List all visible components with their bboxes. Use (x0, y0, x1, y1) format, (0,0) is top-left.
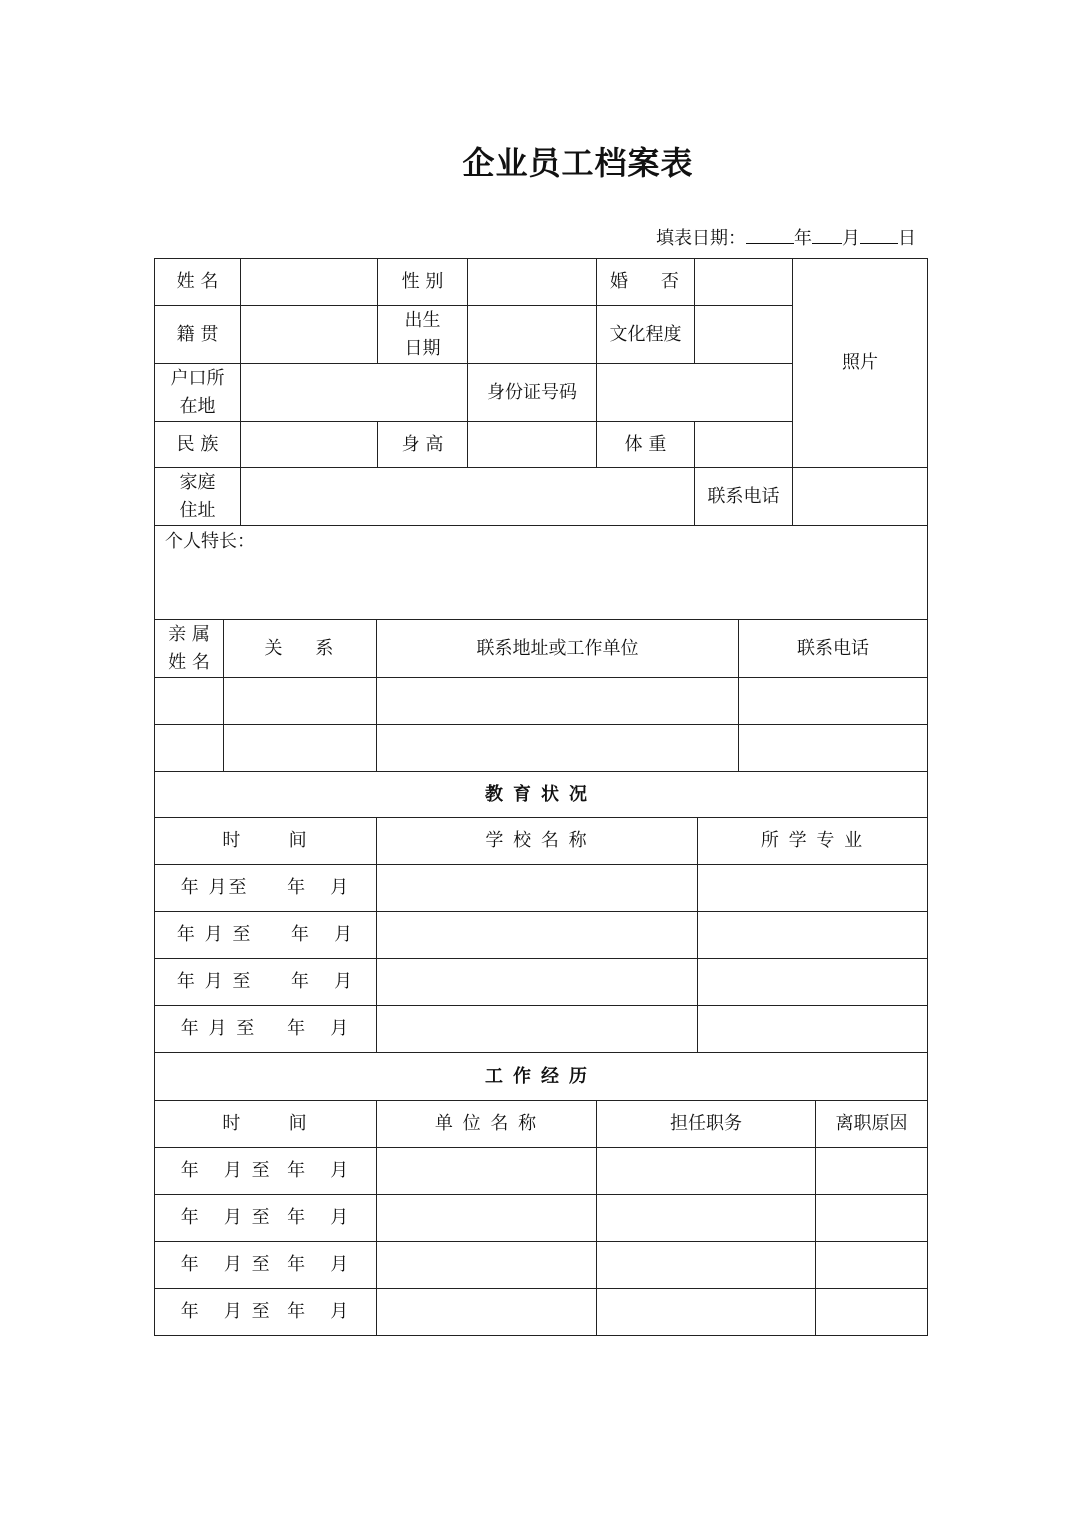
work-time-cell[interactable]: 年 月 至 年 月 (155, 1148, 377, 1195)
height-label: 身 高 (378, 422, 468, 468)
month-label: 月 (842, 228, 860, 249)
education-level-field[interactable] (695, 306, 793, 364)
table-row (155, 1148, 928, 1195)
major-cell[interactable] (698, 959, 928, 1006)
work-time-cell[interactable]: 年 月 至 年 月 (155, 1242, 377, 1289)
name-label: 姓 名 (155, 259, 241, 306)
position-cell[interactable] (597, 1148, 816, 1195)
relative-address-cell[interactable] (377, 725, 739, 772)
year-label: 年 (794, 228, 812, 249)
day-label: 日 (898, 228, 916, 249)
home-address-field[interactable] (241, 468, 695, 526)
id-number-label: 身份证号码 (468, 364, 597, 422)
reason-cell[interactable] (816, 1289, 928, 1336)
household-label (155, 364, 241, 422)
work-time-cell[interactable]: 年 月 至 年 月 (155, 1195, 377, 1242)
education-table (154, 771, 928, 1053)
company-cell[interactable] (377, 1148, 597, 1195)
birth-date-label-line2: 日期 (404, 337, 441, 359)
education-time-cell[interactable]: 年 月至 年 月 (155, 865, 377, 912)
table-row (155, 725, 928, 772)
company-header: 单 位 名 称 (377, 1101, 597, 1148)
reason-cell[interactable] (816, 1148, 928, 1195)
major-cell[interactable] (698, 912, 928, 959)
ethnicity-label: 民 族 (155, 422, 241, 468)
table-row (155, 1006, 928, 1053)
table-row (155, 959, 928, 1006)
table-row (155, 1289, 928, 1336)
reason-cell[interactable] (816, 1195, 928, 1242)
work-time-cell[interactable]: 年 月 至 年 月 (155, 1289, 377, 1336)
fill-date-label: 填表日期： (656, 228, 746, 249)
education-time-cell[interactable]: 年 月 至 年 月 (155, 912, 377, 959)
birth-date-field[interactable] (468, 306, 597, 364)
position-cell[interactable] (597, 1242, 816, 1289)
table-row (155, 865, 928, 912)
relative-name-cell[interactable] (155, 725, 224, 772)
relative-address-cell[interactable] (377, 678, 739, 725)
ethnicity-field[interactable] (241, 422, 378, 468)
table-row (155, 912, 928, 959)
page-title: 企业员工档案表 (462, 144, 694, 182)
relative-phone-cell[interactable] (739, 725, 928, 772)
household-field[interactable] (241, 364, 468, 422)
gender-label: 性 别 (378, 259, 468, 306)
position-cell[interactable] (597, 1195, 816, 1242)
relatives-table (154, 619, 928, 772)
school-header: 学 校 名 称 (377, 818, 698, 865)
table-row (155, 1195, 928, 1242)
year-blank[interactable] (746, 225, 794, 244)
birth-date-label (378, 306, 468, 364)
major-cell[interactable] (698, 1006, 928, 1053)
relation-cell[interactable] (224, 725, 377, 772)
basic-info-table (154, 258, 928, 620)
household-label-line1: 户口所 (170, 367, 225, 389)
home-address-label (155, 468, 241, 526)
home-address-label-line1: 家庭 (179, 471, 216, 493)
education-heading: 教育状况 (155, 772, 928, 818)
month-blank[interactable] (812, 225, 842, 244)
work-history-table (154, 1052, 928, 1336)
relation-cell[interactable] (224, 678, 377, 725)
household-label-line2: 在地 (179, 395, 216, 417)
phone-label: 联系电话 (695, 468, 793, 526)
relative-address-header: 联系地址或工作单位 (377, 620, 739, 678)
table-row (155, 1242, 928, 1289)
birth-date-label-line1: 出生 (404, 309, 441, 331)
table-row (155, 678, 928, 725)
marital-label: 婚 否 (597, 259, 695, 306)
skills-label: 个人特长： (165, 531, 255, 552)
weight-label: 体 重 (597, 422, 695, 468)
relative-phone-header: 联系电话 (739, 620, 928, 678)
school-cell[interactable] (377, 959, 698, 1006)
education-time-cell[interactable]: 年 月 至 年 月 (155, 959, 377, 1006)
company-cell[interactable] (377, 1289, 597, 1336)
school-cell[interactable] (377, 912, 698, 959)
id-number-field[interactable] (597, 364, 793, 422)
photo-box[interactable]: 照片 (793, 259, 928, 468)
school-cell[interactable] (377, 1006, 698, 1053)
fill-date (656, 224, 916, 250)
education-time-header: 时 间 (155, 818, 377, 865)
education-time-cell[interactable]: 年 月 至 年 月 (155, 1006, 377, 1053)
weight-field[interactable] (695, 422, 793, 468)
relation-header: 关 系 (224, 620, 377, 678)
native-place-label: 籍 贯 (155, 306, 241, 364)
relative-name-cell[interactable] (155, 678, 224, 725)
relative-name-header-line1: 亲 属 (168, 623, 210, 645)
education-level-label: 文化程度 (597, 306, 695, 364)
relative-phone-cell[interactable] (739, 678, 928, 725)
native-place-field[interactable] (241, 306, 378, 364)
work-time-header: 时 间 (155, 1101, 377, 1148)
relative-name-header (155, 620, 224, 678)
company-cell[interactable] (377, 1242, 597, 1289)
gender-field[interactable] (468, 259, 597, 306)
height-field[interactable] (468, 422, 597, 468)
phone-field[interactable] (793, 468, 928, 526)
major-cell[interactable] (698, 865, 928, 912)
position-cell[interactable] (597, 1289, 816, 1336)
marital-field[interactable] (695, 259, 793, 306)
company-cell[interactable] (377, 1195, 597, 1242)
relative-name-header-line2: 姓 名 (168, 651, 210, 673)
reason-header: 离职原因 (816, 1101, 928, 1148)
reason-cell[interactable] (816, 1242, 928, 1289)
work-heading: 工作经历 (155, 1053, 928, 1101)
name-field[interactable] (241, 259, 378, 306)
position-header: 担任职务 (597, 1101, 816, 1148)
day-blank[interactable] (860, 225, 898, 244)
major-header: 所 学 专 业 (698, 818, 928, 865)
school-cell[interactable] (377, 865, 698, 912)
skills-field[interactable] (155, 526, 928, 620)
home-address-label-line2: 住址 (179, 499, 216, 521)
